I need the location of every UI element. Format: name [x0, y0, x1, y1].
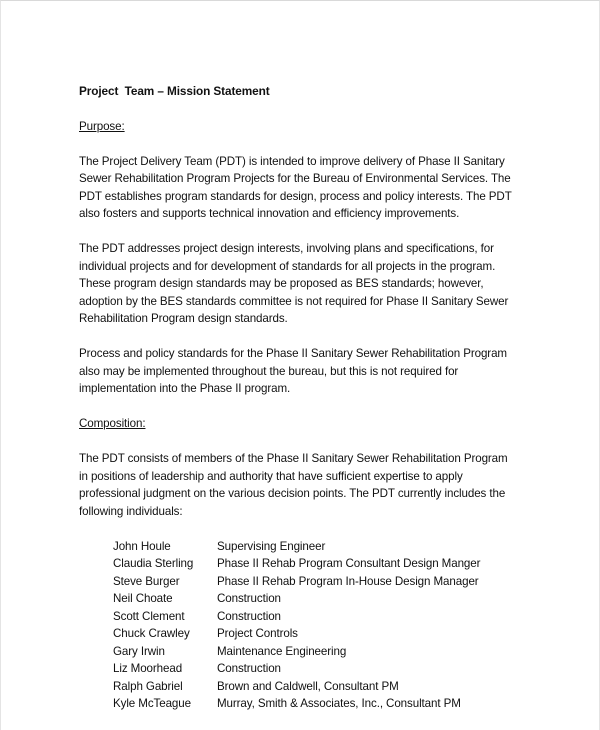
team-member-row [113, 678, 519, 696]
team-member-row [113, 555, 519, 573]
member-role: Supervising Engineer [217, 539, 326, 553]
member-role: Project Controls [217, 627, 298, 640]
team-member-list [113, 538, 519, 713]
purpose-paragraph-3 [79, 345, 519, 398]
team-member-row [113, 608, 519, 626]
member-name: Chuck Crawley [113, 627, 190, 640]
purpose-paragraph-3-text: Process and policy standards for the Phase II Sanitary Sewer Rehabilitation Program also may be implemented throughout the bureau, but this is not required for implementation into the Phase II program. [79, 347, 507, 395]
member-role: Brown and Caldwell, Consultant PM [217, 679, 399, 693]
purpose-paragraph-2-text: The PDT addresses project design interests, involving plans and specifications, for individual projects and for development of standards for all projects in the program. These program design standards may be proposed as BES standards; however, adoption by the BES standards committee is not required for Phase II Sanitary Sewer Rehabilitation Program design standards. [79, 242, 509, 325]
document-title: Project Team – Mission Statement [79, 84, 270, 98]
composition-heading: Composition: [79, 417, 146, 430]
team-member-row [113, 625, 519, 643]
purpose-heading: Purpose: [79, 119, 125, 133]
member-name: John Houle [113, 539, 171, 553]
member-role: Phase II Rehab Program Consultant Design Manger [217, 557, 481, 570]
member-name: Steve Burger [113, 574, 180, 588]
team-member-row [113, 660, 519, 678]
member-role: Murray, Smith & Associates, Inc., Consultant PM [217, 697, 461, 710]
purpose-paragraph-1-text: The Project Delivery Team (PDT) is intended to improve delivery of Phase II Sanitary Sewer Rehabilitation Program Projects for the Bureau of Environmental Services. The PDT establishes program standards for design, process and policy interests. The PDT also fosters and supports technical innovation and efficiency improvements. [79, 154, 512, 220]
member-role: Construction [217, 662, 281, 675]
purpose-paragraph-1 [79, 153, 519, 223]
member-name: Kyle McTeague [113, 697, 191, 710]
member-name: Scott Clement [113, 609, 185, 623]
document-body [79, 83, 519, 713]
member-role: Maintenance Engineering [217, 644, 347, 658]
member-name: Ralph Gabriel [113, 679, 183, 693]
member-name: Liz Moorhead [113, 662, 183, 675]
team-member-row [113, 590, 519, 608]
member-name: Claudia Sterling [113, 557, 194, 570]
member-role: Construction [217, 592, 281, 605]
team-member-row [113, 695, 519, 713]
member-name: Neil Choate [113, 592, 173, 605]
member-name: Gary Irwin [113, 644, 165, 658]
team-member-row [113, 538, 519, 556]
team-member-row [113, 643, 519, 661]
composition-intro: The PDT consists of members of the Phase II Sanitary Sewer Rehabilitation Program in positions of leadership and authority that have sufficient expertise to apply professional judgment on the various decision points. The PDT currently includes the following individuals: [79, 452, 508, 518]
member-role: Construction [217, 609, 281, 623]
team-member-row [113, 573, 519, 591]
purpose-paragraph-2 [79, 240, 519, 328]
member-role: Phase II Rehab Program In-House Design Manager [217, 574, 479, 588]
